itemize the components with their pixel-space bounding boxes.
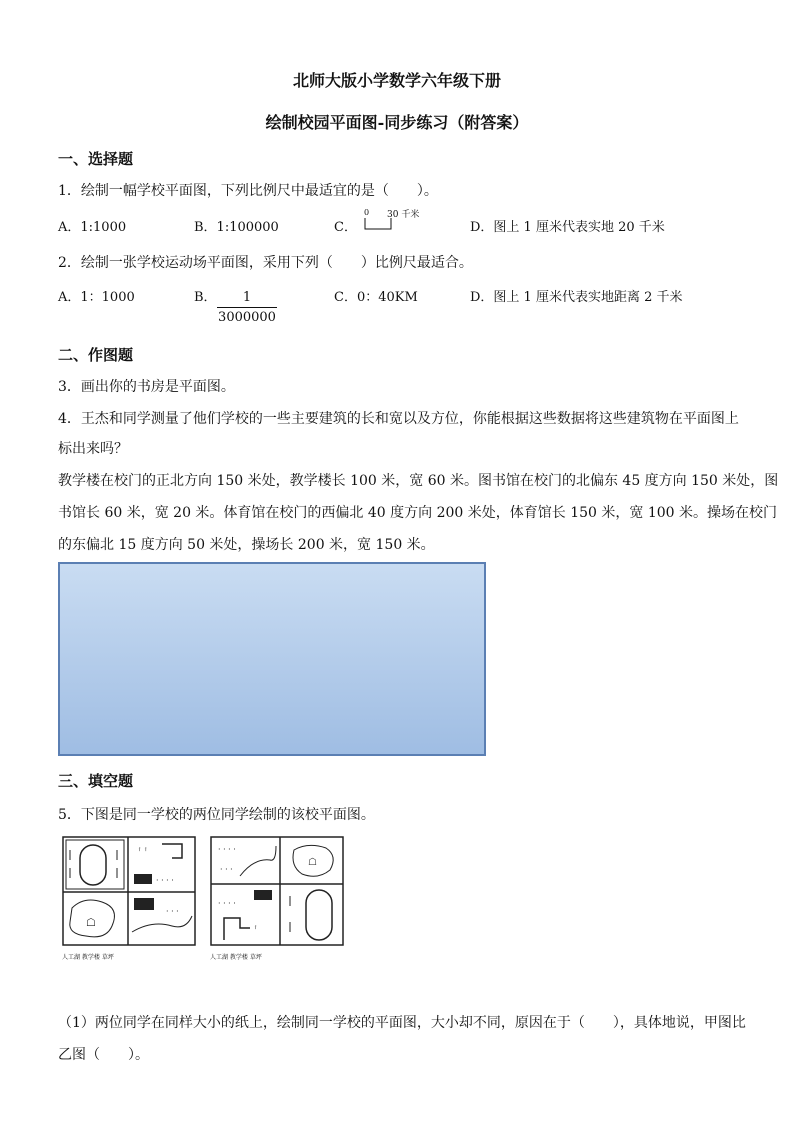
question-4-line-1: 4．王杰和同学测量了他们学校的一些主要建筑的长和宽以及方位，你能根据这些数据将这些建筑物在平面图上 (58, 411, 739, 427)
fraction-denominator: 3000000 (218, 310, 276, 325)
fraction-numerator: 1 (242, 290, 252, 305)
question-1-text: 1．绘制一幅学校平面图，下列比例尺中最适宜的是（ ）。 (58, 183, 438, 199)
page-title: 北师大版小学数学六年级下册 (292, 71, 501, 90)
map-b-legend: 人工湖 教学楼 草坪 (210, 954, 262, 961)
svg-text:ꜛ: ꜛ (254, 925, 258, 935)
question-2-option-c: C．0：40KM (334, 290, 418, 305)
svg-text:☖: ☖ (308, 857, 317, 868)
svg-text:· · · ·: · · · · (218, 845, 236, 854)
school-map-b-icon (210, 836, 344, 950)
question-1-option-c-label: C． (334, 220, 357, 235)
question-5-sub1-line-1: （1）两位同学在同样大小的纸上，绘制同一学校的平面图，大小却不同，原因在于（ ），具体地说，甲图比 (58, 1015, 746, 1031)
question-2-option-d: D．图上 1 厘米代表实地距离 2 千米 (470, 290, 683, 305)
svg-text:ꜛ ꜛ: ꜛ ꜛ (138, 847, 148, 857)
question-2-option-b-fraction (217, 290, 277, 325)
question-2-text: 2．绘制一张学校运动场平面图，采用下列（ ）比例尺最适合。 (58, 255, 473, 271)
fraction-bar (217, 307, 277, 308)
question-4-paragraph-2: 书馆长 60 米，宽 20 米。体育馆在校门的西偏北 40 度方向 200 米处，体育馆长 150 米，宽 100 米。操场在校门 (58, 505, 778, 521)
svg-text:· · · ·: · · · · (218, 899, 236, 908)
section-heading-choice: 一、选择题 (58, 150, 134, 168)
scale-end-label: 30 千米 (387, 210, 420, 220)
school-map-a-icon (62, 836, 196, 950)
page-subtitle: 绘制校园平面图-同步练习（附答案） (265, 113, 529, 132)
question-5-sub1-line-2: 乙图（ ）。 (58, 1047, 149, 1063)
school-map-a (62, 836, 196, 961)
question-1-option-a: A．1:1000 (58, 220, 127, 235)
scale-zero-label: 0 (364, 208, 370, 217)
question-4-paragraph-1: 教学楼在校门的正北方向 150 米处，教学楼长 100 米，宽 60 米。图书馆在校门的北偏东 45 度方向 150 米处，图 (58, 473, 779, 489)
school-map-b (210, 836, 344, 961)
question-1-option-b: B．1:100000 (194, 220, 279, 235)
question-4-line-2: 标出来吗？ (58, 441, 128, 457)
svg-text:· · ·: · · · (166, 907, 179, 916)
section-heading-drawing: 二、作图题 (58, 346, 134, 364)
svg-text:☖: ☖ (86, 916, 96, 929)
line-scale-graphic (362, 208, 452, 232)
svg-text:· · ·: · · · (220, 865, 233, 874)
svg-text:· · · ·: · · · · (156, 876, 174, 885)
question-5-text: 5．下图是同一学校的两位同学绘制的该校平面图。 (58, 807, 375, 823)
section-heading-fill: 三、填空题 (58, 772, 134, 790)
scale-bar-icon (362, 216, 398, 232)
map-a-legend: 人工湖 教学楼 草坪 (62, 954, 114, 961)
drawing-area[interactable] (58, 562, 486, 756)
question-1-option-d: D．图上 1 厘米代表实地 20 千米 (470, 220, 665, 235)
question-2-option-a: A．1：1000 (58, 290, 135, 305)
question-2-option-b-label: B． (194, 290, 217, 305)
question-3-text: 3．画出你的书房是平面图。 (58, 379, 235, 395)
question-4-paragraph-3: 的东偏北 15 度方向 50 米处，操场长 200 米，宽 150 米。 (58, 537, 435, 553)
